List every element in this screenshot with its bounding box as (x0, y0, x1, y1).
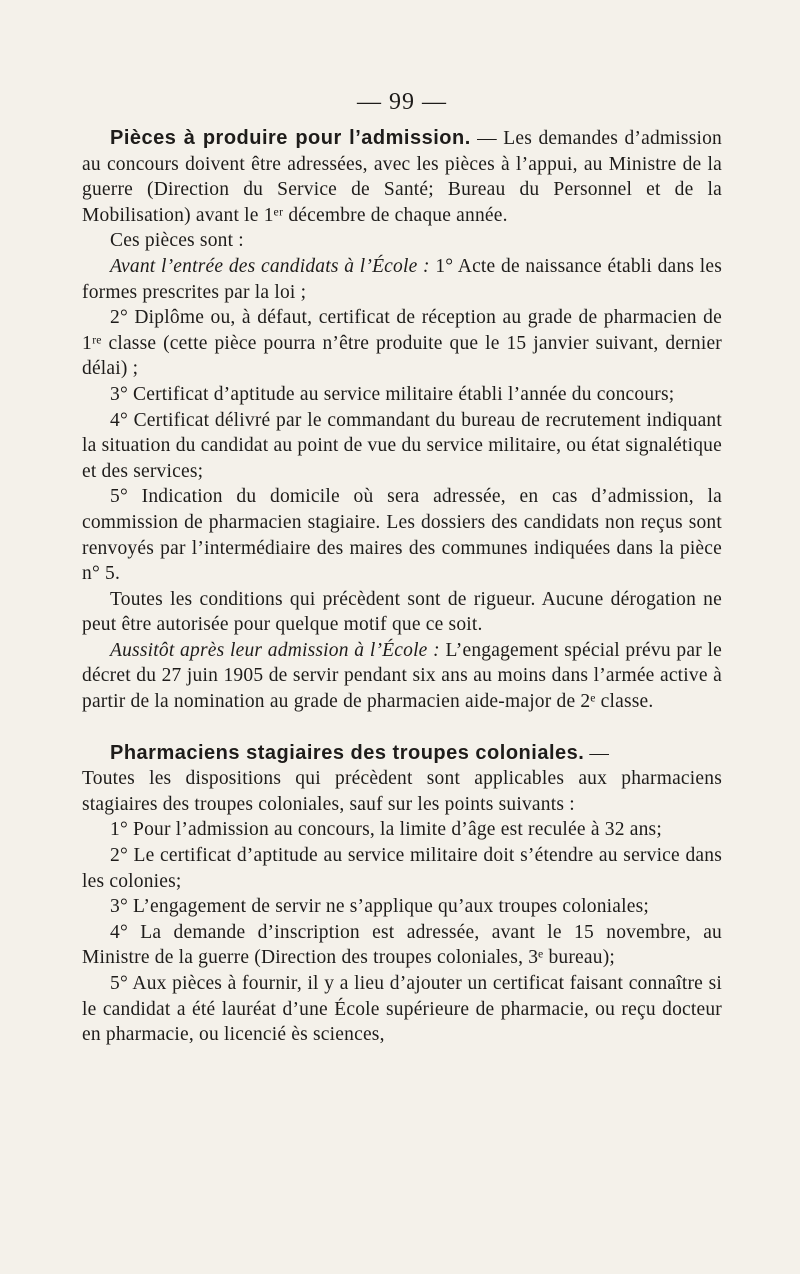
section-gap (82, 715, 722, 741)
rigueur-paragraph: Toutes les conditions qui précèdent sont de rigueur. Aucune dérogation ne peut être autorisée pour quelque motif que ce soit. (82, 588, 722, 636)
section-heading-colonial: Pharmaciens stagiaires des troupes coloniales. (110, 741, 585, 764)
list-item-2: 2° Diplôme ou, à défaut, certificat de réception au grade de pharmacien de 1ʳᵉ classe (cette pièce pourra n’être produite que le 15 janvier suivant, dernier délai) ; (82, 307, 722, 380)
admission-paragraph (82, 126, 722, 228)
page-number: — 99 — (357, 89, 447, 115)
avant-label: Avant l’entrée des candidats à l’École : (110, 255, 430, 277)
colonial-heading-paragraph (82, 741, 722, 767)
colonial-intro-paragraph: Toutes les dispositions qui précèdent sont applicables aux pharmaciens stagiaires des troupes coloniales, sauf sur les points suivants : (82, 768, 722, 815)
list-item-4: 4° Certificat délivré par le commandant du bureau de recrutement indiquant la situation du candidat au point de vue du service militaire, ou état signalétique et des services; (82, 409, 722, 482)
pieces-paragraph: Ces pièces sont : (110, 230, 244, 252)
avant-paragraph (82, 254, 722, 305)
colonial-item-4: 4° La demande d’inscription est adressée, avant le 15 novembre, au Ministre de la guerre (Direction des troupes coloniales, 3ᵉ bureau); (82, 921, 722, 969)
colonial-item-5: 5° Aux pièces à fournir, il y a lieu d’ajouter un certificat faisant connaître si le candidat a été lauréat d’une École supérieure de pharmacie, ou reçu docteur en pharmacie, ou licencié ès sciences, (82, 973, 722, 1046)
list-item-5: 5° Indication du domicile où sera adressée, en cas d’admission, la commission de pharmacien stagiaire. Les dossiers des candidats non reçus sont renvoyés par l’intermédiaire des maires des communes indiquées dans la pièce n° 5. (82, 486, 722, 585)
colonial-item-3: 3° L’engagement de servir ne s’applique qu’aux troupes coloniales; (110, 896, 650, 918)
document-page (82, 82, 722, 1048)
section-heading-pieces: Pièces à produire pour l’admission. (110, 127, 471, 149)
aussitot-paragraph (82, 638, 722, 715)
list-item-3: 3° Certificat d’aptitude au service militaire établi l’année du concours; (110, 383, 675, 405)
avant-text: 1° Acte de naissance établi dans les formes prescrites par la loi ; (82, 255, 722, 303)
admission-intro-text: — Les demandes d’admission au concours doivent être adressées, avec les pièces à l’appui, au Ministre de la guerre (Direction du Service de Santé; Bureau du Personnel et de la Mobilisation) avant le 1ᵉʳ décembre de chaque année. (82, 128, 723, 226)
aussitot-text: L’engagement spécial prévu par le décret du 27 juin 1905 de servir pendant six ans au moins dans l’armée active à partir de la nomination au grade de pharmacien aide-major de 2ᵉ classe. (82, 639, 722, 713)
colonial-item-2: 2° Le certificat d’aptitude au service militaire doit s’étendre au service dans les colonies; (82, 845, 722, 892)
aussitot-label: Aussitôt après leur admission à l’École : (110, 639, 440, 661)
colonial-heading-dash: — (584, 742, 610, 764)
colonial-item-1: 1° Pour l’admission au concours, la limite d’âge est reculée à 32 ans; (110, 819, 662, 841)
